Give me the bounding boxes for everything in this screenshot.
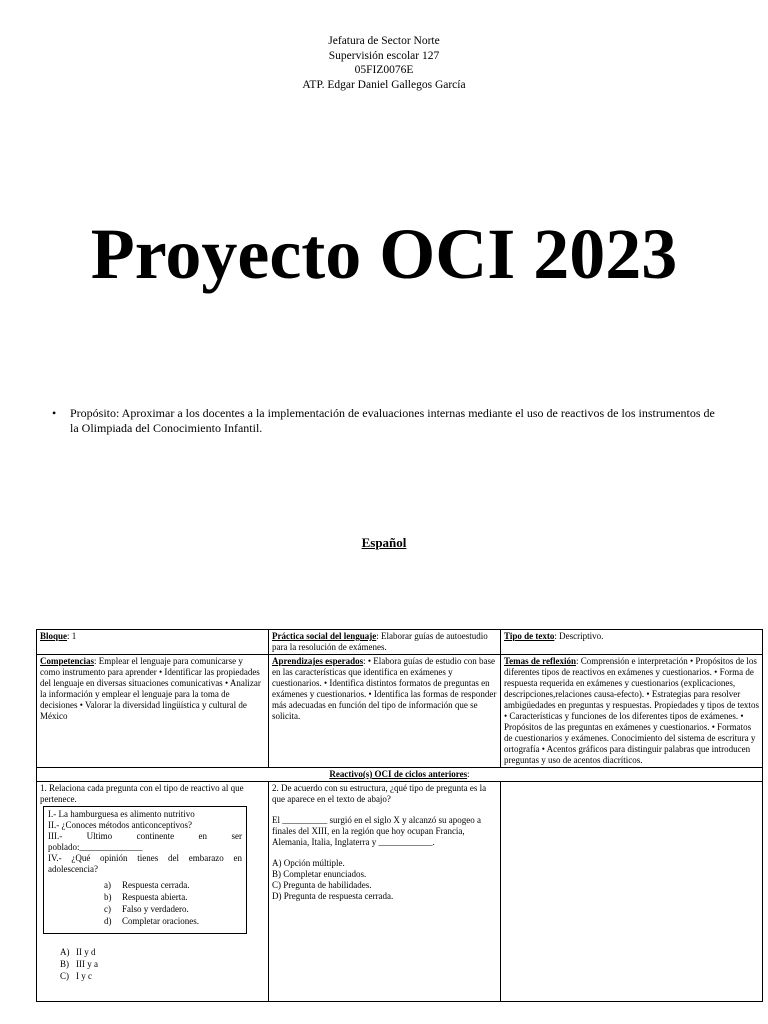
tipo-label: Tipo de texto (504, 631, 555, 641)
answer-key: B) (60, 959, 69, 969)
page-title: Proyecto OCI 2023 (90, 214, 678, 294)
header-line-1: Jefatura de Sector Norte (328, 35, 440, 47)
competencias-value: : Emplear el lenguaje para comunicarse y como instrumento para aprender • Identificar las propiedades del lenguaje en diversas situaciones comunicativas • Analizar la información y emplear el lenguaje para la toma de decisiones • Valorar la diversidad lingüística y cultural de México (40, 656, 261, 721)
tipo-texto-cell (501, 630, 763, 655)
question-3-cell (501, 782, 763, 1002)
option-text: Respuesta cerrada. (122, 880, 190, 890)
answer-key: C) (60, 971, 69, 981)
table-row (37, 768, 763, 782)
header-block (0, 34, 768, 92)
aprendizajes-label: Aprendizajes esperados (272, 656, 364, 666)
question-1-item: II.- ¿Conoces métodos anticonceptivos? (48, 820, 192, 830)
list-item (60, 958, 265, 970)
answer-text: II y d (76, 947, 96, 957)
competencias-cell (37, 655, 269, 768)
list-item (60, 946, 265, 958)
bloque-label: Bloque (40, 631, 68, 641)
question-2-prompt: 2. De acuerdo con su estructura, ¿qué tipo de pregunta es la que aparece en el texto de abajo? (272, 783, 487, 804)
temas-value: : Comprensión e interpretación • Propósitos de los diferentes tipos de reactivos en exámenes y cuestionarios. • Forma de respuesta requerida en exámenes y cuestionarios (explicaciones, descripciones,relaciones causa-efecto). • Estrategias para resolver ambigüedades en preguntas y respuestas. Propiedades y tipos de textos • Características y funciones de los diferentes tipos de exámenes. • Propósitos de las preguntas en exámenes y cuestionarios. • Formatos de cuestionarios y exámenes. Conocimiento del sistema de escritura y ortografía • Acentos gráficos para distinguir palabras que introducen preguntas y uso de acentos diacríticos. (504, 656, 759, 765)
question-1-answers (60, 946, 265, 982)
subject-heading: Español (361, 535, 407, 550)
reactivos-colon: : (467, 769, 470, 779)
bloque-value: : 1 (67, 631, 77, 641)
question-2-option: D) Pregunta de respuesta cerrada. (272, 891, 394, 901)
question-1-item: III.- Ultimo continente en ser poblado:______________ (48, 831, 242, 852)
answer-key: A) (60, 947, 70, 957)
question-2-option: B) Completar enunciados. (272, 869, 367, 879)
answer-text: I y c (76, 971, 92, 981)
practica-value: : Elaborar guías de autoestudio para la resolución de exámenes. (272, 631, 488, 652)
list-item (60, 970, 265, 982)
bullet-icon: • (52, 406, 57, 420)
option-key: a) (104, 880, 111, 890)
list-item (104, 879, 242, 891)
table-row (37, 630, 763, 655)
question-1-box (43, 806, 247, 934)
list-item (104, 891, 242, 903)
competencias-label: Competencias (40, 656, 94, 666)
question-1-options (104, 879, 242, 927)
question-1-item: IV.- ¿Qué opinión tienes del embarazo en adolescencia? (48, 853, 242, 874)
option-key: b) (104, 892, 112, 902)
question-2-cell (269, 782, 501, 1002)
question-1-cell (37, 782, 269, 1002)
list-item (104, 915, 242, 927)
option-text: Completar oraciones. (122, 916, 199, 926)
question-1-prompt: 1. Relaciona cada pregunta con el tipo de reactivo al que pertenece. (40, 783, 244, 804)
practica-cell (269, 630, 501, 655)
purpose-text: Propósito: Aproximar a los docentes a la implementación de evaluaciones internas mediante el uso de reactivos de los instrumentos de la Olimpiada del Conocimiento Infantil. (70, 406, 715, 435)
option-text: Falso y verdadero. (122, 904, 189, 914)
practica-label: Práctica social del lenguaje (272, 631, 377, 641)
option-key: d) (104, 916, 112, 926)
header-line-3: 05FIZ0076E (354, 64, 414, 76)
temas-cell (501, 655, 763, 768)
option-key: c) (104, 904, 111, 914)
header-line-4: ATP. Edgar Daniel Gallegos García (302, 78, 466, 91)
purpose-bullet-item (52, 406, 722, 436)
question-2-option: C) Pregunta de habilidades. (272, 880, 372, 890)
reactivos-header-cell (37, 768, 763, 782)
answer-text: III y a (76, 959, 98, 969)
question-2-text: El __________ surgió en el siglo X y alcanzó su apogeo a finales del XIII, en la región que hoy ocupan Francia, Alemania, Italia, Inglaterra y ____________. (272, 815, 482, 847)
table-row (37, 655, 763, 768)
tipo-value: : Descriptivo. (554, 631, 604, 641)
reactivos-header: Reactivo(s) OCI de ciclos anteriores (329, 769, 468, 779)
temas-label: Temas de reflexión (504, 656, 576, 666)
aprendizajes-value: : • Elabora guías de estudio con base en las características que identifica en exámenes y cuestionarios. • Identifica distintos formatos de preguntas en exámenes y cuestionarios. • Identifica las formas de responder más adecuadas en función del tipo de información que se solicita. (272, 656, 497, 721)
bloque-cell (37, 630, 269, 655)
aprendizajes-cell (269, 655, 501, 768)
option-text: Respuesta abierta. (122, 892, 188, 902)
table-row (37, 782, 763, 1002)
question-2-option: A) Opción múltiple. (272, 858, 345, 868)
question-1-item: I.- La hamburguesa es alimento nutritivo (48, 809, 195, 819)
planning-table (36, 629, 763, 1002)
list-item (104, 903, 242, 915)
header-line-2: Supervisión escolar 127 (328, 49, 440, 62)
